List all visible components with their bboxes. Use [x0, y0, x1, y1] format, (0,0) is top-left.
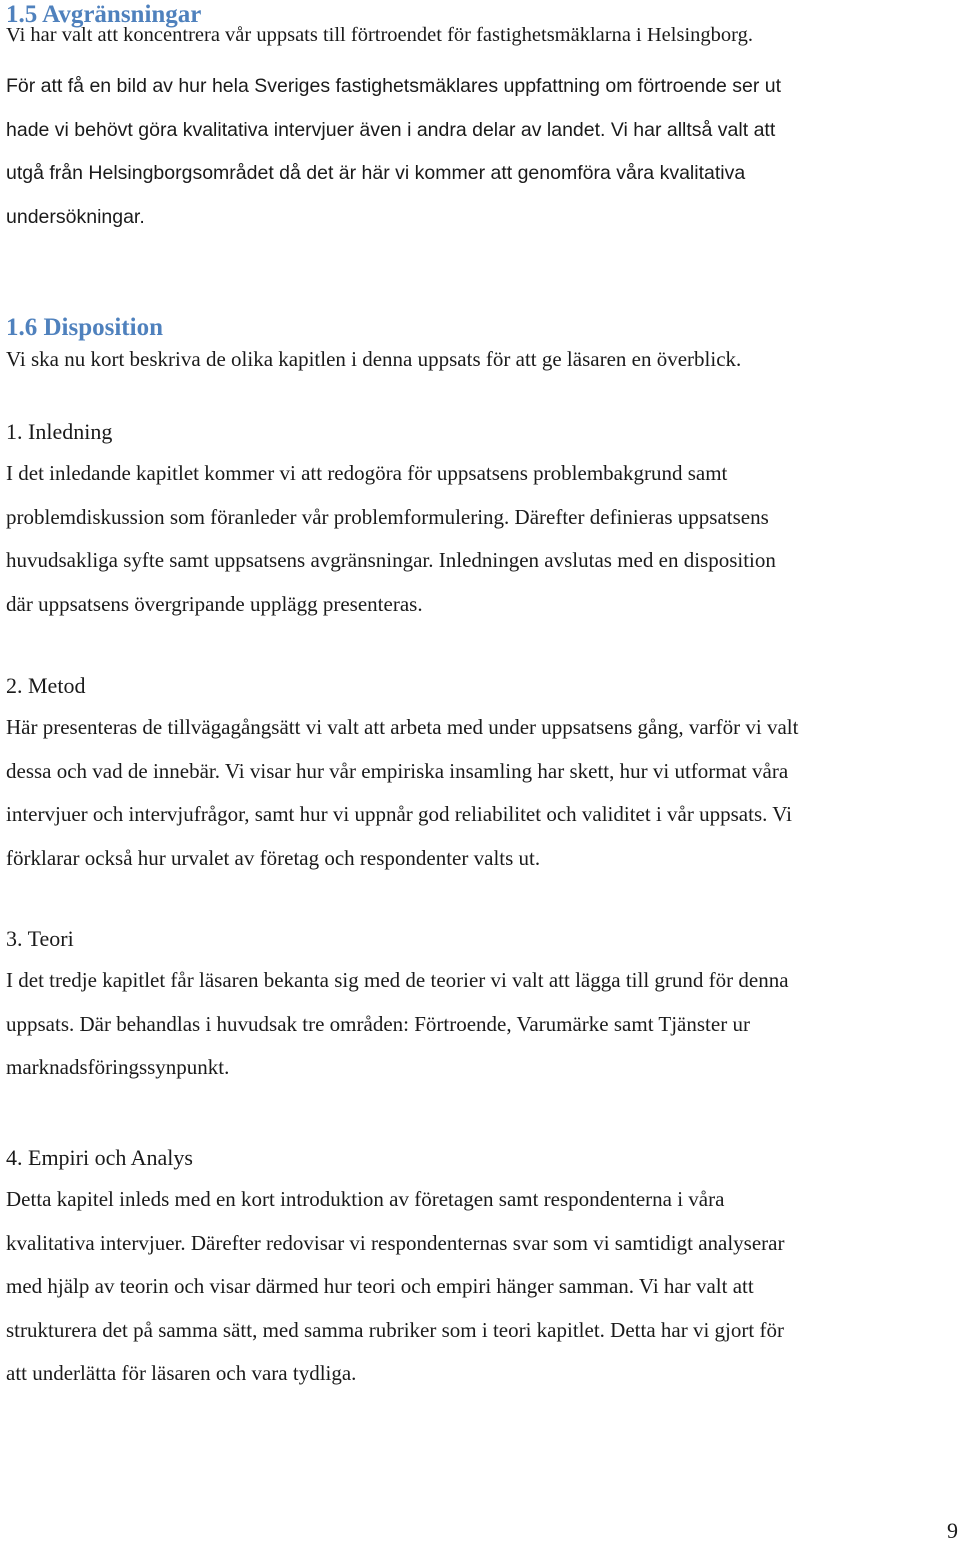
paragraph-line: I det inledande kapitlet kommer vi att redogöra för uppsatsens problembakgrund samt [6, 461, 728, 485]
paragraph-line: där uppsatsens övergripande upplägg presenteras. [6, 591, 423, 616]
paragraph-line: förklarar också hur urvalet av företag och respondenter valts ut. [6, 845, 541, 870]
paragraph-line: uppsats. Där behandlas i huvudsak tre områden: Förtroende, Varumärke samt Tjänster ur [6, 1011, 750, 1036]
paragraph-line: hade vi behövt göra kvalitativa intervjuer även i andra delar av landet. Vi har alltså valt att [6, 118, 776, 141]
chapter-metod [6, 671, 960, 870]
section-avgransningar [6, 0, 960, 229]
paragraph-line: att underlätta för läsaren och vara tydliga. [6, 1361, 357, 1386]
paragraph-line: Här presenteras de tillvägagångsätt vi valt att arbeta med under uppsatsens gång, varför vi valt [6, 715, 799, 739]
paragraph-line: I det tredje kapitlet får läsaren bekanta sig med de teorier vi valt att lägga till grund för denna [6, 968, 789, 992]
page-number: 9 [947, 1518, 958, 1543]
paragraph-line: För att få en bild av hur hela Sveriges fastighetsmäklares uppfattning om förtroende ser ut [6, 75, 782, 97]
chapter-inledning [6, 417, 960, 616]
section-intro: Vi ska nu kort beskriva de olika kapitlen i denna uppsats för att ge läsaren en överblick. [6, 347, 742, 371]
section-disposition [6, 313, 960, 371]
chapter-teori [6, 924, 960, 1080]
section-heading: 1.6 Disposition [6, 314, 163, 341]
paragraph-line: problemdiskussion som föranleder vår problemformulering. Därefter definieras uppsatsens [6, 504, 769, 529]
paragraph-line: dessa och vad de innebär. Vi visar hur vår empiriska insamling har skett, hur vi utformat våra [6, 758, 789, 783]
chapter-title: 1. Inledning [6, 419, 113, 444]
chapter-title: 3. Teori [6, 926, 74, 951]
paragraph-line: utgå från Helsingborgsområdet då det är här vi kommer att genomföra våra kvalitativa [6, 162, 746, 185]
paragraph-line: undersökningar. [6, 206, 145, 229]
paragraph-line: strukturera det på samma sätt, med samma rubriker som i teori kapitlet. Detta har vi gjort för [6, 1317, 784, 1342]
paragraph-line: Vi har valt att koncentrera vår uppsats till förtroendet för fastighetsmäklarna i Helsingborg. [6, 24, 753, 46]
paragraph-line: kvalitativa intervjuer. Därefter redovisar vi respondenternas svar som vi samtidigt analyserar [6, 1230, 785, 1255]
paragraph-line: Detta kapitel inleds med en kort introduktion av företagen samt respondenterna i våra [6, 1187, 725, 1211]
paragraph-line: marknadsföringssynpunkt. [6, 1055, 230, 1080]
paragraph-line: huvudsakliga syfte samt uppsatsens avgränsningar. Inledningen avslutas med en disposition [6, 548, 776, 573]
chapter-title: 4. Empiri och Analys [6, 1145, 193, 1170]
paragraph-line: intervjuer och intervjufrågor, samt hur vi uppnår god reliabilitet och validitet i vår uppsats. Vi [6, 802, 792, 827]
section-heading: 1.5 Avgränsningar [6, 1, 202, 28]
paragraph-line: med hjälp av teorin och visar därmed hur teori och empiri hänger samman. Vi har valt att [6, 1274, 754, 1299]
chapter-title: 2. Metod [6, 673, 86, 698]
chapter-empiri-och-analys [6, 1143, 960, 1386]
